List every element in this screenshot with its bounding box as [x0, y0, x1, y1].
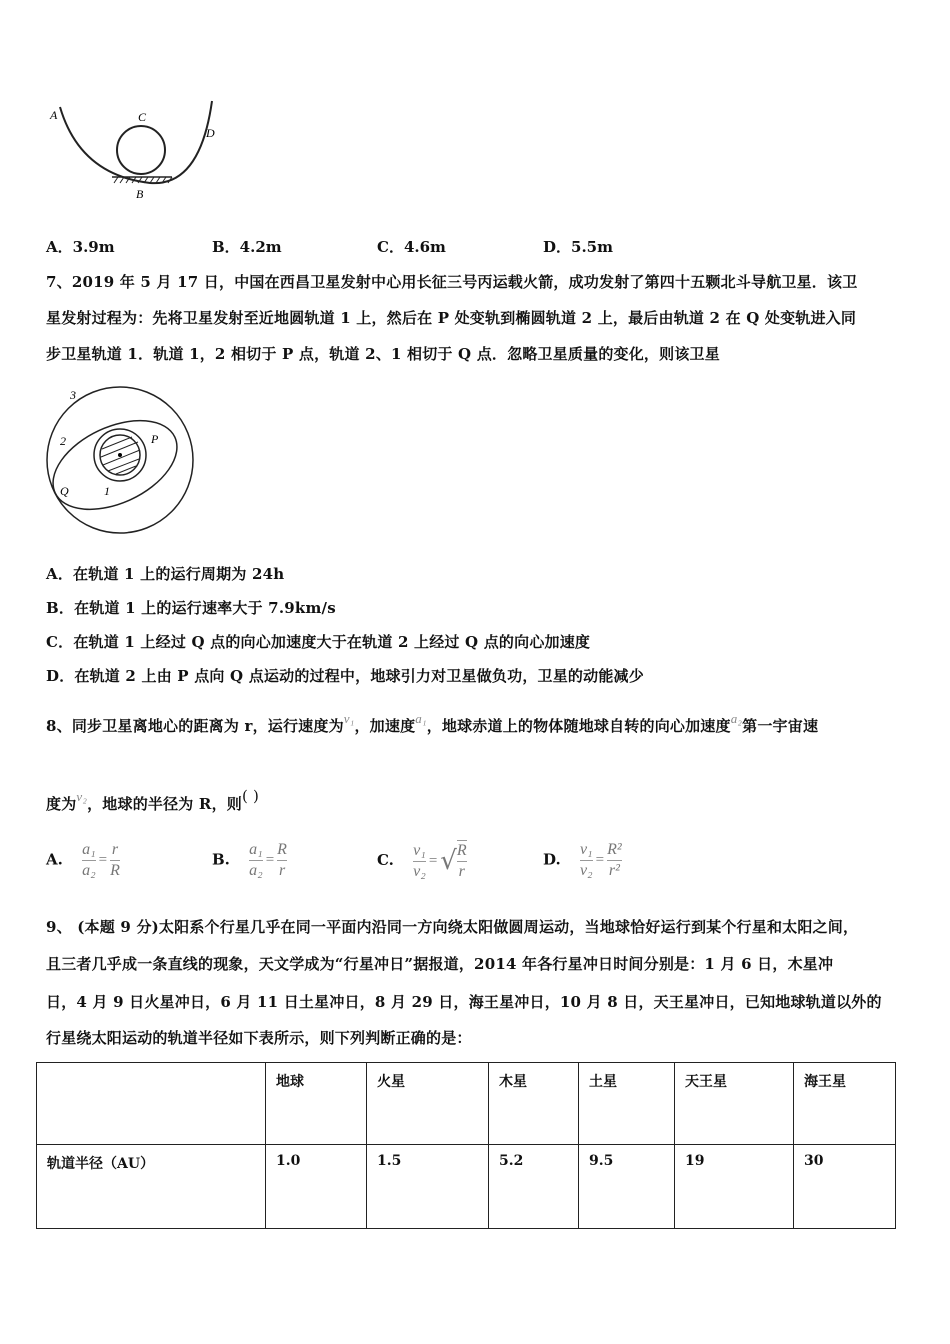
denominator: r²: [608, 862, 620, 879]
orbit-label-q: Q: [60, 484, 69, 498]
numerator: R: [456, 842, 467, 859]
table-cell: 30: [794, 1145, 896, 1229]
table-cell: 5.2: [489, 1145, 579, 1229]
q9-line: 行星绕太阳运动的轨道半径如下表所示，则下列判断正确的是：: [46, 1029, 472, 1047]
option-label: C.: [377, 851, 394, 869]
q9-line: 日，4 月 9 日火星冲日，6 月 11 日土星冲日，8 月 29 日，海王星冲日，10 月 8 日，天王星冲日，已知地球轨道以外的: [46, 993, 882, 1011]
table-cell: 9.5: [579, 1145, 675, 1229]
symbol-v2: v₂: [76, 789, 88, 804]
option-label: B.: [212, 850, 230, 869]
orbit-label-3: 3: [70, 388, 76, 402]
fraction: [607, 840, 622, 881]
q8-option-a: [46, 840, 120, 881]
numerator: r: [111, 841, 119, 858]
orbit-radius-table: [36, 1062, 896, 1229]
fraction: [277, 840, 287, 881]
table-row: [37, 1145, 896, 1229]
orbit-label-p: P: [151, 432, 159, 446]
track-diagram: [40, 95, 230, 205]
q7-line: 7、2019 年 5 月 17 日，中国在西昌卫星发射中心用长征三号丙运载火箭，成功发射了第四十五颗北斗导航卫星．该卫: [46, 273, 858, 291]
option-label: A.: [46, 850, 63, 869]
equals: =: [265, 852, 275, 868]
equals: =: [428, 852, 438, 869]
denominator: R: [110, 862, 120, 879]
numerator: a₁: [82, 841, 96, 858]
q8-text: 第一宇宙速: [742, 717, 819, 735]
table-cell: 土星: [579, 1063, 675, 1145]
q8-text: 度为: [46, 795, 77, 813]
q6-option-c: C．4.6m: [377, 238, 446, 256]
q7-option-a: A．在轨道 1 上的运行周期为 24h: [46, 565, 285, 583]
option-label: D.: [543, 850, 561, 869]
label-d: D: [206, 126, 215, 140]
q9-line: 9、 (本题 9 分)太阳系个行星几乎在同一平面内沿同一方向绕太阳做圆周运动，当地球恰好运行到某个行星和太阳之间，: [46, 918, 859, 936]
table-cell: [37, 1063, 266, 1145]
table-cell: 海王星: [794, 1063, 896, 1145]
q8-option-b: [212, 840, 287, 881]
orbit-label-1: 1: [104, 484, 110, 498]
table-cell: 1.5: [367, 1145, 489, 1229]
numerator: R²: [607, 841, 622, 858]
q6-option-d: D．5.5m: [543, 238, 613, 256]
fraction: [580, 840, 593, 881]
fraction: [457, 840, 467, 882]
q8-line-2: [46, 787, 259, 814]
answer-blank: ( ): [242, 787, 260, 805]
sqrt-sign: √: [440, 846, 457, 876]
table-cell: 木星: [489, 1063, 579, 1145]
q8-line-1: [46, 711, 818, 736]
denominator: v₂: [579, 862, 593, 879]
label-b: B: [136, 187, 144, 201]
q7-option-c: C．在轨道 1 上经过 Q 点的向心加速度大于在轨道 2 上经过 Q 点的向心加速度: [46, 633, 591, 651]
equals: =: [98, 852, 108, 868]
fraction: [249, 840, 263, 881]
q7-option-b: B．在轨道 1 上的运行速率大于 7.9km/s: [46, 599, 336, 617]
q8-text: 8、同步卫星离地心的距离为 r，运行速度为: [46, 717, 344, 735]
numerator: R: [277, 841, 287, 858]
q8-option-c: [377, 840, 467, 882]
q8-text: ，加速度: [354, 717, 416, 735]
numerator: a₁: [249, 841, 263, 858]
q7-line: 星发射过程为：先将卫星发射至近地圆轨道 1 上，然后在 P 处变轨到椭圆轨道 2 上，最后由轨道 2 在 Q 处变轨进入同: [46, 309, 857, 327]
denominator: r: [278, 862, 286, 879]
equals: =: [595, 852, 605, 868]
table-cell: 火星: [367, 1063, 489, 1145]
table-cell: 1.0: [266, 1145, 367, 1229]
symbol-a2: a₂: [730, 711, 743, 726]
denominator: r: [458, 863, 465, 880]
denominator: a₂: [82, 862, 96, 879]
q6-option-b: B．4.2m: [212, 238, 282, 256]
q8-option-d: [543, 840, 622, 881]
table-cell: 19: [675, 1145, 794, 1229]
label-c: C: [138, 110, 147, 124]
symbol-a1: a₁: [415, 711, 427, 726]
label-a: A: [50, 108, 58, 122]
table-header-row: [37, 1063, 896, 1145]
q8-text: ，地球的半径为 R，则: [87, 795, 242, 813]
q7-option-d: D．在轨道 2 上由 P 点向 Q 点运动的过程中，地球引力对卫星做负功，卫星的动能减少: [46, 667, 644, 685]
q8-text: ，地球赤道上的物体随地球自转的向心加速度: [426, 717, 731, 735]
q7-line: 步卫星轨道 1．轨道 1，2 相切于 P 点，轨道 2、1 相切于 Q 点．忽略卫星质量的变化，则该卫星: [46, 345, 720, 363]
fraction: [110, 840, 120, 881]
table-cell: 天王星: [675, 1063, 794, 1145]
numerator: v₁: [579, 841, 593, 858]
fraction: [82, 840, 96, 881]
table-cell: 轨道半径（AU）: [37, 1145, 266, 1229]
orbit-label-2: 2: [60, 434, 66, 448]
symbol-v1: v₁: [343, 711, 355, 726]
q6-option-a: A．3.9m: [46, 238, 115, 256]
q9-line: 且三者几乎成一条直线的现象，天文学成为“行星冲日”据报道，2014 年各行星冲日时间分别是：1 月 6 日，木星冲: [46, 955, 834, 973]
orbit-diagram: [40, 385, 200, 535]
fraction: [413, 841, 426, 882]
denominator: a₂: [249, 862, 263, 879]
denominator: v₂: [413, 862, 426, 880]
numerator: v₁: [413, 841, 426, 859]
table-cell: 地球: [266, 1063, 367, 1145]
